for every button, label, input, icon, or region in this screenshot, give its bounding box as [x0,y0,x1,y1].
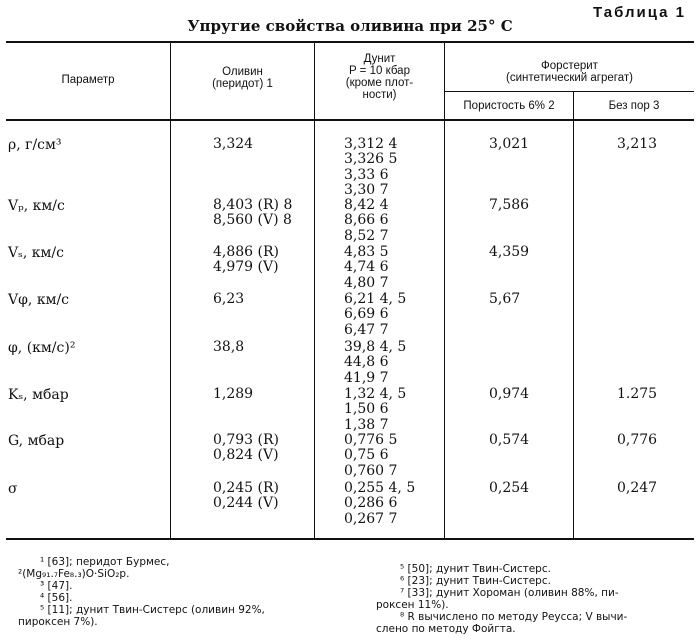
header-dunite [315,53,444,101]
olivine-value-cell [213,387,253,402]
porosity-value: 4,359 [489,244,530,260]
dunite-value: 3,30 7 [344,182,389,199]
dunite-value: 1,38 7 [344,416,389,433]
parameter-label: φ, (км/с)² [8,340,76,356]
olivine-value: 8,403 (R) 8 [213,197,293,213]
parameter-label: G, мбар [8,433,65,449]
dunite-value: 3,326 5 [344,151,398,168]
porosity-value: 3,021 [489,136,530,152]
dunite-value: 0,760 7 [344,462,398,479]
footnote-line: роксен 11%). [376,599,449,611]
porosity-value-cell [489,137,529,152]
olivine-value-cell [213,433,279,464]
dunite-value: 6,69 6 [344,306,389,323]
header-parameter: Параметр [61,74,115,86]
header-forsterite-line: Форстерит [541,60,598,72]
footnote-line: пироксен 7%). [18,616,98,628]
top-rule [6,41,694,43]
header-no-pores: Без пор 3 [608,100,660,112]
olivine-value: 0,824 (V) [213,447,279,464]
no-pores-value: 1.275 [617,386,658,402]
dunite-value: 8,52 7 [344,227,389,244]
parameter-label: ρ, г/см³ [8,137,62,153]
table-title: Упругие свойства оливина при 25° С [187,17,513,35]
dunite-value: 8,66 6 [344,212,389,229]
olivine-value: 0,793 (R) [213,432,279,448]
dunite-value: 44,8 6 [344,354,389,371]
olivine-value-cell [213,481,279,512]
dunite-value-cell [344,387,406,433]
forsterite-subrule [444,91,694,92]
no-pores-value-cell [617,387,657,402]
parameter-label: σ [8,481,18,497]
header-dunite-line: (кроме плот- [345,77,414,89]
porosity-value: 5,67 [489,291,521,307]
dunite-value: 39,8 4, 5 [344,339,407,355]
porosity-value-cell [489,292,520,307]
header-dunite-line: ности) [362,89,397,101]
dunite-value: 6,47 7 [344,321,389,338]
bottom-rule [6,538,694,540]
footnote-line: ⁸ R вычислено по методу Реусса; V вычи- [400,611,628,623]
porosity-value-cell [489,198,529,213]
header-olivine [171,66,314,90]
no-pores-value-cell [617,433,657,448]
parameter-label: Vφ, км/с [8,292,70,308]
dunite-value-cell [344,137,397,199]
parameter-label: Vₛ, км/с [8,245,64,261]
footnote-line: слено по методу Фойгта. [376,623,516,635]
dunite-value-cell [344,198,389,244]
footnote-line: ⁴ [56]. [40,592,73,604]
no-pores-value: 0,247 [617,480,658,496]
olivine-value-cell [213,292,244,307]
olivine-value-cell [213,245,279,276]
dunite-value-cell [344,292,406,338]
olivine-value: 0,244 (V) [213,495,279,512]
olivine-value: 3,324 [213,136,254,152]
olivine-value: 4,979 (V) [213,259,279,276]
olivine-value-cell [213,137,253,152]
dunite-value: 0,286 6 [344,495,398,512]
olivine-value: 6,23 [213,291,245,307]
col-divider-1 [170,42,171,538]
dunite-value: 1,32 4, 5 [344,386,407,402]
dunite-value: 0,255 4, 5 [344,480,416,496]
olivine-value: 0,245 (R) [213,480,279,496]
olivine-value: 4,886 (R) [213,244,279,260]
header-forsterite [445,60,694,84]
footnote-line: ¹ [63]; перидот Бурмес, [40,556,170,568]
dunite-value: 6,21 4, 5 [344,291,407,307]
footnote-line: ⁵ [11]; дунит Твин-Систерс (оливин 92%, [40,604,265,616]
olivine-value-cell [213,340,244,355]
no-pores-value-cell [617,481,657,496]
footnote-line: ⁶ [23]; дунит Твин-Систерс. [400,575,551,587]
dunite-value-cell [344,340,406,386]
dunite-value: 8,42 4 [344,197,389,213]
footnote-line: ²(Mg₉₁.₇Fe₈.₃)O·SiO₂р. [18,568,130,580]
header-forsterite-line: (синтетический агрегат) [506,72,633,84]
dunite-value: 4,74 6 [344,259,389,276]
porosity-value: 7,586 [489,197,530,213]
dunite-value-cell [344,245,389,291]
dunite-value: 4,80 7 [344,274,389,291]
porosity-value-cell [489,433,529,448]
dunite-value-cell [344,433,397,479]
dunite-value: 0,776 5 [344,432,398,448]
parameter-label: Vₚ, км/с [8,198,65,214]
parameter-label: Kₛ, мбар [8,387,69,403]
porosity-value-cell [489,481,529,496]
dunite-value: 41,9 7 [344,369,389,386]
footnote-line: ³ [47]. [40,580,73,592]
porosity-value: 0,574 [489,432,530,448]
dunite-value: 0,75 6 [344,447,389,464]
header-olivine-line: Оливин [222,66,263,78]
dunite-value: 4,83 5 [344,244,389,260]
porosity-value-cell [489,387,529,402]
table-number: Таблица 1 [592,4,686,21]
col-divider-3 [444,42,445,538]
dunite-value: 1,50 6 [344,401,389,418]
dunite-value-cell [344,481,415,527]
header-dunite-line: Дунит [363,53,396,65]
porosity-value: 0,254 [489,480,530,496]
header-olivine-line: (перидот) 1 [212,78,273,90]
no-pores-value: 3,213 [617,136,658,152]
header-porosity: Пористость 6% 2 [463,100,555,112]
dunite-value: 0,267 7 [344,510,398,527]
olivine-value: 1,289 [213,386,254,402]
olivine-value-cell [213,198,292,229]
porosity-value: 0,974 [489,386,530,402]
col-divider-2 [314,42,315,538]
porosity-value-cell [489,245,529,260]
header-dunite-line: P = 10 кбар [349,65,410,77]
footnote-line: ⁵ [50]; дунит Твин-Систерс. [400,563,551,575]
footnotes-left [18,556,348,628]
footnote-line: ⁷ [33]; дунит Хороман (оливин 88%, пи- [400,587,619,599]
header-bottom-rule [6,119,694,121]
footnotes-right [376,563,694,635]
no-pores-value-cell [617,137,657,152]
olivine-value: 8,560 (V) 8 [213,212,292,229]
olivine-value: 38,8 [213,339,245,355]
no-pores-value: 0,776 [617,432,658,448]
col-divider-4 [573,92,574,538]
dunite-value: 3,33 6 [344,166,389,183]
dunite-value: 3,312 4 [344,136,398,152]
